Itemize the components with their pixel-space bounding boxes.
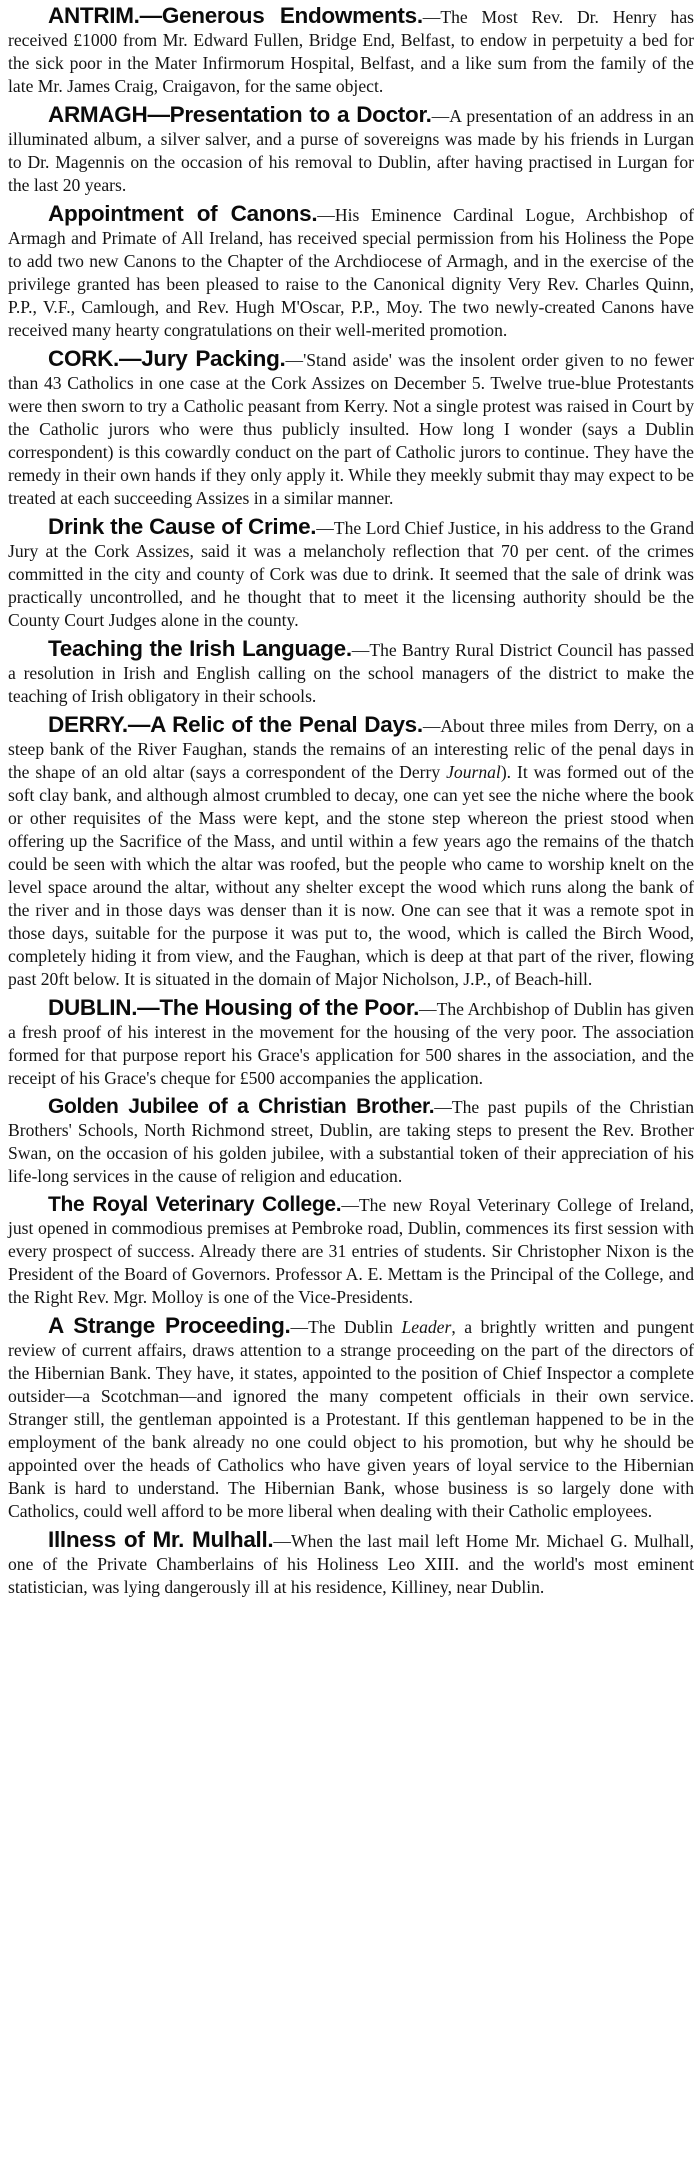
item-text: —The Lord Chief Justice, in his address to the Grand Jury at the Cork Assizes, said it was a melancholy reflection that 70 per cent. of the crimes committed in the city and county of Cork was due to drink. It seemed that the sale of drink was practically uncontrolled, and he thought that to meet it the licensing authority should be the County Court Judges alone in the county.: [8, 518, 694, 630]
item-text: —The past pupils of the Christian Brothers' Schools, North Richmond street, Dublin, are taking steps to present the Rev. Brother Swan, on the occasion of his golden jubilee, with a substantial token of their appreciation of his life-long services in the cause of religion and education.: [8, 1097, 695, 1186]
news-item-drink: [8, 515, 694, 632]
item-heading: DERRY.—A Relic of the Penal Days.: [48, 712, 423, 737]
item-text: —A presentation of an address in an illuminated album, a silver salver, and a purse of sovereigns was made by his friends in Lurgan to Dr. Magennis on the occasion of his removal to Dublin, after having practised in Lurgan for the last 20 years.: [8, 106, 694, 195]
item-text-part: , a brightly written and pungent review of current affairs, draws attention to a strange proceeding on the part of the directors of the Hibernian Bank. They have, it states, appointed to the position of Chief Inspector a complete outsider—a Scotchman—and ignored the many competent officials in their own service. Stranger still, the gentleman appointed is a Protestant. If this gentleman happened to be in the employment of the bank already no one could object to his promotion, but why he should be appointed over the heads of Catholics who have given years of loyal service to the Hibernian Bank is hard to understand. The Hibernian Bank, whose business is so largely done with Catholics, could well afford to be more liberal when dealing with their Catholic employees.: [8, 1317, 694, 1521]
news-item-cork: [8, 347, 694, 510]
item-heading: Drink the Cause of Crime.: [48, 514, 317, 539]
item-text: —The Bantry Rural District Council has passed a resolution in Irish and English calling on the school managers of the district to make the teaching of Irish obligatory in their schools.: [8, 640, 694, 706]
item-text: —The Most Rev. Dr. Henry has received £1000 from Mr. Edward Fullen, Bridge End, Belfast, to endow in perpetuity a bed for the sick poor in the Mater Infirmorum Hospital, Belfast, and a like sum from the family of the late Mr. James Craig, Craigavon, for the same object.: [8, 7, 694, 96]
news-item-derry: [8, 713, 694, 991]
news-item-dublin-housing: [8, 996, 694, 1090]
news-item-antrim: [8, 4, 694, 98]
item-text: [8, 716, 694, 989]
item-heading: ARMAGH—Presentation to a Doctor.: [48, 102, 432, 127]
news-item-golden-jubilee: [8, 1095, 694, 1188]
item-heading: Illness of Mr. Mulhall.: [48, 1527, 274, 1552]
item-text-italic: Leader: [401, 1317, 452, 1337]
item-heading: DUBLIN.—The Housing of the Poor.: [48, 995, 420, 1020]
item-heading: CORK.—Jury Packing.: [48, 346, 286, 371]
item-text: —The Archbishop of Dublin has given a fresh proof of his interest in the movement for the housing of the very poor. The association formed for that purpose report his Grace's application for 500 shares in the association, and the receipt of his Grace's cheque for £500 accompanies the application.: [8, 999, 694, 1088]
news-item-canons: [8, 202, 694, 342]
item-text: [8, 1317, 694, 1521]
news-item-armagh: [8, 103, 694, 197]
item-text: —When the last mail left Home Mr. Michael G. Mulhall, one of the Private Chamberlains of his Holiness Leo XIII. and the world's most eminent statistician, was lying dangerously ill at his residence, Killiney, near Dublin.: [8, 1531, 694, 1597]
item-heading: Appointment of Canons.: [48, 201, 318, 226]
news-item-mulhall: [8, 1528, 694, 1599]
item-heading: The Royal Veterinary College.: [48, 1193, 342, 1216]
item-text-part: —About three miles from Derry, on a steep bank of the River Faughan, stands the remains of an interesting relic of the penal days in the shape of an old altar (says a correspondent of the Derry: [8, 716, 694, 782]
item-heading: A Strange Proceeding.: [48, 1313, 291, 1338]
item-text: —'Stand aside' was the insolent order given to no fewer than 43 Catholics in one case at the Cork Assizes on December 5. Twelve true-blue Protestants were then sworn to try a Catholic peasant from Kerry. Not a single protest was raised in Court by the Catholic jurors who were thus publicly insulted. How long I wonder (says a Dublin correspondent) is this cowardly conduct on the part of Catholic jurors to continue. They have the remedy in their own hands if they only apply it. While they meekly submit thay may expect to be treated at each succeeding Assizes in a similar manner.: [8, 350, 694, 508]
news-item-irish-language: [8, 637, 694, 708]
item-heading: ANTRIM.—Generous Endowments.: [48, 3, 423, 28]
news-item-strange-proceeding: [8, 1314, 694, 1523]
item-heading: Golden Jubilee of a Christian Brother.: [48, 1095, 435, 1118]
item-text-part: ). It was formed out of the soft clay bank, and although almost crumbled to decay, one can yet see the niche where the book or other requisites of the Mass were kept, and the stone step whereon the priest stood when offering up the Sacrifice of the Mass, and until within a few years ago the remains of the thatch could be seen with which the altar was roofed, but the people who came to worship knelt on the level space around the altar, without any shelter except the wood which runs along the bank of the river and in those days was denser than it is now. One can see that it was a remote spot in those days, suitable for the purpose it was put to, the wood, which is called the Birch Wood, completely hiding it from view, and the Faughan, which is deep at that part of the river, flowing past 20ft below. It is situated in the domain of Major Nicholson, J.P., of Beach-hill.: [8, 762, 694, 989]
item-text-part: —The Dublin: [290, 1317, 402, 1337]
item-text: —The new Royal Veterinary College of Ireland, just opened in commodious premises at Pembroke road, Dublin, commences its first session with every prospect of success. Already there are 31 entries of students. Sir Christopher Nixon is the President of the Board of Governors. Professor A. E. Mettam is the Principal of the College, and the Right Rev. Mgr. Molloy is one of the Vice-Presidents.: [8, 1195, 694, 1307]
item-heading: Teaching the Irish Language.: [48, 636, 352, 661]
item-text-italic: Journal: [446, 762, 501, 782]
item-text: —His Eminence Cardinal Logue, Archbishop of Armagh and Primate of All Ireland, has received special permission from his Holiness the Pope to add two new Canons to the Chapter of the Archdiocese of Armagh, and in the exercise of the privilege granted has been pleased to raise to the Canonical dignity Very Rev. Charles Quinn, P.P., V.F., Camlough, and Rev. Hugh M'Oscar, P.P., Moy. The two newly-created Canons have received many hearty congratulations on their well-merited promotion.: [8, 205, 694, 340]
news-item-veterinary-college: [8, 1193, 694, 1309]
